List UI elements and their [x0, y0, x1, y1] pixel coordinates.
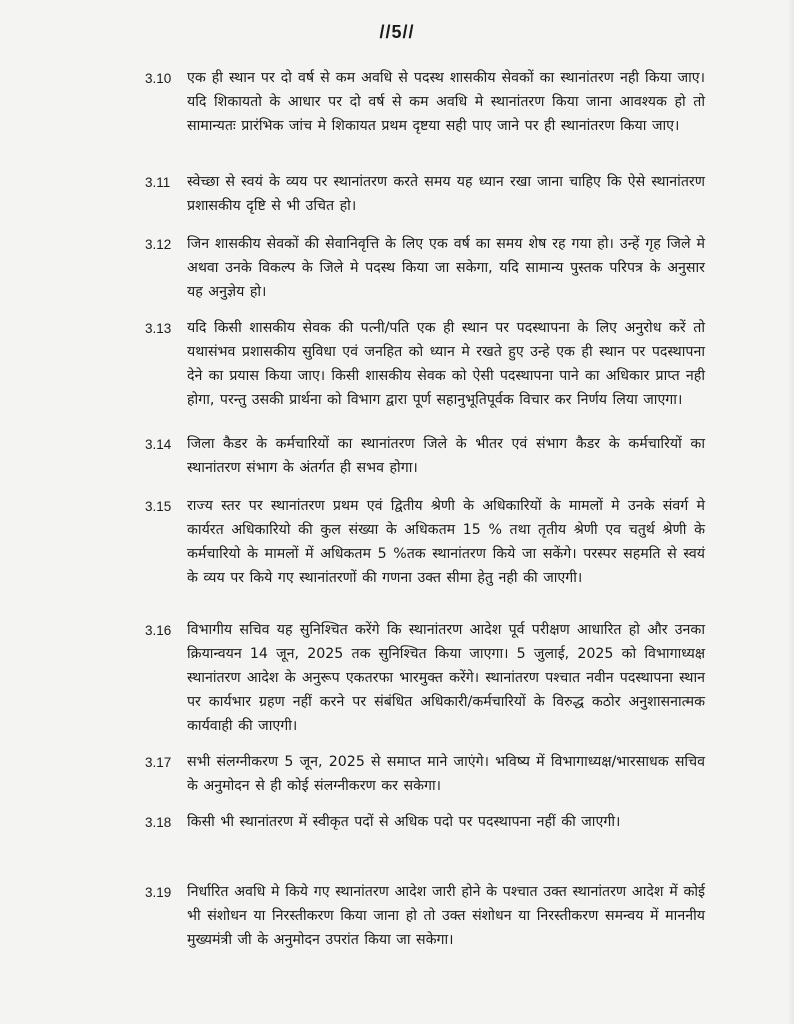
clause-text: स्वेच्छा से स्वयं के व्यय पर स्थानांतरण करते समय यह ध्यान रखा जाना चाहिए कि ऐसे स्थानांतरण प्रशासकीय दृष्टि से भी उचित हो।	[187, 174, 705, 214]
clause-3-14	[145, 432, 705, 480]
clause-text: विभागीय सचिव यह सुनिश्चित करेंगे कि स्थानांतरण आदेश पूर्व परीक्षण आधारित हो और उनका क्रियान्वयन 14 जून, 2025 तक सुनिश्चित किया जाएगा। 5 जुलाई, 2025 को विभागाध्यक्ष स्थानांतरण आदेश के अनुरूप एकतरफा भारमुक्त करेंगे। स्थानांतरण पश्चात नवीन पदस्थापना स्थान पर कार्यभार ग्रहण नहीं करने पर संबंधित अधिकारी/कर्मचारियों के विरुद्ध कठोर अनुशासनात्मक कार्यवाही की जाएगी।	[187, 622, 705, 734]
clause-number: 3.13	[145, 321, 172, 336]
clause-3-12	[145, 232, 705, 304]
clause-number: 3.15	[145, 499, 172, 514]
clause-3-19	[145, 880, 705, 952]
clause-text: किसी भी स्थानांतरण में स्वीकृत पदों से अधिक पदो पर पदस्थापना नहीं की जाएगी।	[187, 814, 621, 830]
clause-number: 3.18	[145, 815, 172, 830]
page-edge-shadow	[788, 0, 794, 1024]
clause-number: 3.16	[145, 623, 172, 638]
clause-3-16	[145, 618, 705, 738]
clause-text: निर्धारित अवधि मे किये गए स्थानांतरण आदेश जारी होने के पश्चात उक्त स्थानांतरण आदेश में कोई भी संशोधन या निरस्तीकरण किया जाना हो तो उक्त संशोधन या निरस्तीकरण समन्वय में माननीय मुख्यमंत्री जी के अनुमोदन उपरांत किया जा सकेगा।	[187, 884, 705, 948]
clause-3-13	[145, 316, 705, 412]
clause-3-18	[145, 810, 705, 835]
clause-3-10	[145, 66, 705, 138]
clause-number: 3.11	[145, 175, 171, 190]
clause-number: 3.19	[145, 885, 172, 900]
clause-text: एक ही स्थान पर दो वर्ष से कम अवधि से पदस्थ शासकीय सेवकों का स्थानांतरण नही किया जाए। यदि शिकायतो के आधार पर दो वर्ष से कम अवधि मे स्थानांतरण किया जाना आवश्यक हो तो सामान्यतः प्रारंभिक जांच मे शिकायत प्रथम दृष्टया सही पाए जाने पर ही स्थानांतरण किया जाए।	[187, 70, 705, 134]
clause-3-17	[145, 750, 705, 798]
clause-3-11	[145, 170, 705, 218]
clause-number: 3.14	[145, 437, 172, 452]
page-number: //5//	[379, 22, 415, 42]
clause-text: यदि किसी शासकीय सेवक की पत्नी/पति एक ही स्थान पर पदस्थापना के लिए अनुरोध करें तो यथासंभव प्रशासकीय सुविधा एवं जनहित को ध्यान मे रखते हुए उन्हे एक ही स्थान पर पदस्थापना देने का प्रयास किया जाए। किसी शासकीय सेवक को ऐसी पदस्थापना पाने का अधिकार प्राप्त नही होगा, परन्तु उसकी प्रार्थना को विभाग द्वारा पूर्ण सहानुभूतिपूर्वक विचार कर निर्णय लिया जाएगा।	[187, 320, 705, 408]
clause-text: सभी संलग्नीकरण 5 जून, 2025 से समाप्त माने जाएंगे। भविष्य में विभागाध्यक्ष/भारसाधक सचिव के अनुमोदन से ही कोई संलग्नीकरण कर सकेगा।	[187, 754, 705, 794]
clause-number: 3.17	[145, 755, 172, 770]
clause-text: जिन शासकीय सेवकों की सेवानिवृत्ति के लिए एक वर्ष का समय शेष रह गया हो। उन्हें गृह जिले मे अथवा उनके विकल्प के जिले मे पदस्थ किया जा सकेगा, यदि सामान्य पुस्तक परिपत्र के अनुसार यह अनुज्ञेय हो।	[187, 236, 705, 300]
clause-text: राज्य स्तर पर स्थानांतरण प्रथम एवं द्वितीय श्रेणी के अधिकारियों के मामलों मे उनके संवर्ग मे कार्यरत अधिकारियो की कुल संख्या के अधिकतम 15 % तथा तृतीय श्रेणी एव चतुर्थ श्रेणी के कर्मचारियो के मामलों में अधिकतम 5 %तक स्थानांतरण किये जा सकेंगे। परस्पर सहमति से स्वयं के व्यय पर किये गए स्थानांतरणों की गणना उक्त सीमा हेतु नही की जाएगी।	[187, 498, 705, 586]
clause-number: 3.12	[145, 237, 172, 252]
clause-text: जिला कैडर के कर्मचारियों का स्थानांतरण जिले के भीतर एवं संभाग कैडर के कर्मचारियों का स्थानांतरण संभाग के अंतर्गत ही सभव होगा।	[187, 436, 705, 476]
clause-number: 3.10	[145, 71, 172, 86]
clause-3-15	[145, 494, 705, 590]
